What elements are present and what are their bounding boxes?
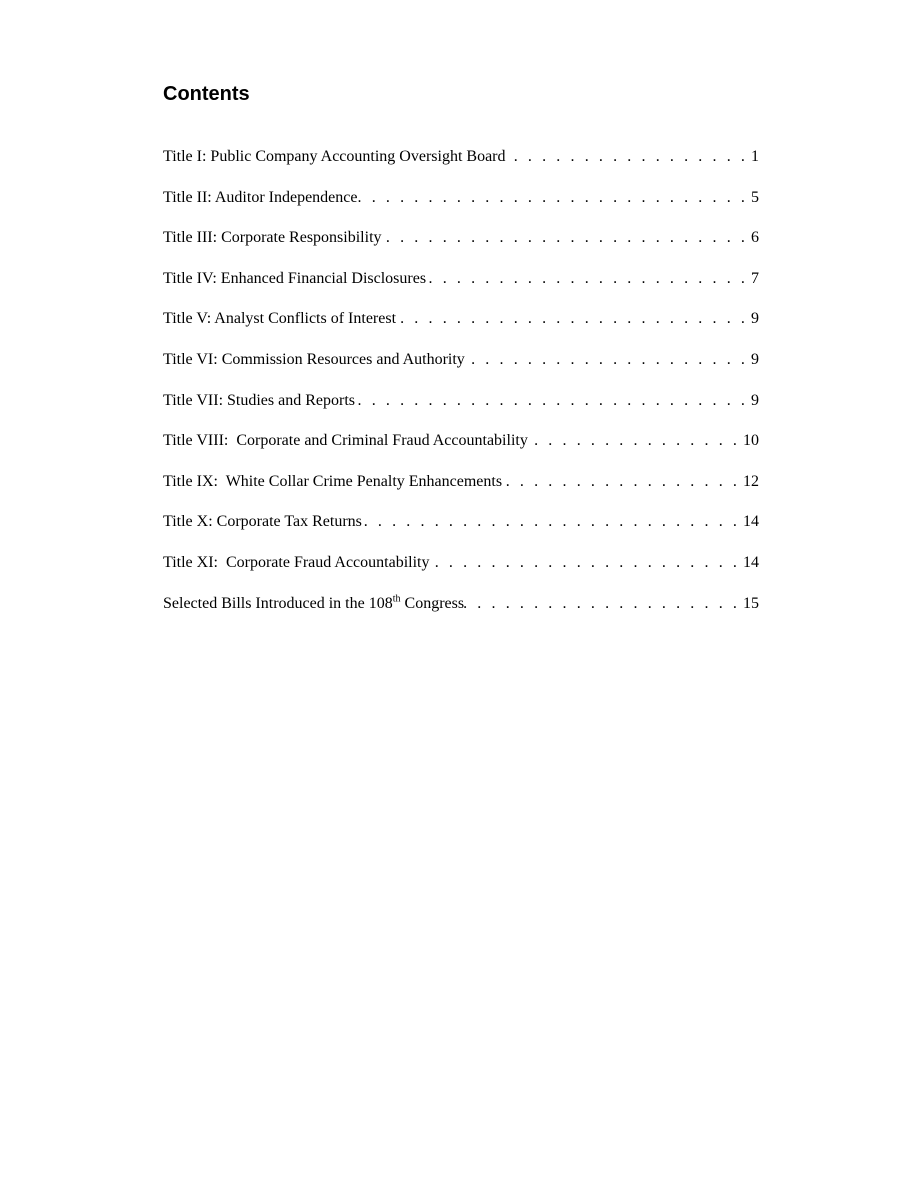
toc-dot-leader xyxy=(465,348,751,372)
toc-entry-title: Title I: Public Company Accounting Oversight Board xyxy=(163,148,506,165)
toc-page-number: 9 xyxy=(751,391,759,409)
toc-page-number: 12 xyxy=(743,472,759,490)
toc-page-number: 6 xyxy=(751,229,759,247)
toc-entry-title xyxy=(163,592,464,616)
toc-entry-title: Title VIII: Corporate and Criminal Fraud Accountability xyxy=(163,432,528,450)
toc-entry[interactable] xyxy=(163,186,759,227)
toc-page-number: 1 xyxy=(751,148,759,165)
toc-page-number: 7 xyxy=(751,269,759,287)
toc-entry[interactable] xyxy=(163,470,759,511)
toc-entry-title: Title IV: Enhanced Financial Disclosures xyxy=(163,269,427,287)
toc-entry-title: Title VI: Commission Resources and Authority xyxy=(163,350,465,368)
toc-dot-leader xyxy=(502,470,743,494)
toc-entry[interactable] xyxy=(163,429,759,470)
toc-dot-leader xyxy=(362,510,743,534)
toc-entry-title: Title IX: White Collar Crime Penalty Enhancements xyxy=(163,472,503,490)
toc-entry-title: Title V: Analyst Conflicts of Interest xyxy=(163,310,397,328)
toc-dot-leader xyxy=(464,592,743,616)
table-of-contents xyxy=(163,145,759,632)
toc-entry-title: Title X: Corporate Tax Returns xyxy=(163,513,362,531)
toc-page-number: 9 xyxy=(751,350,759,368)
toc-entry-title-text: Selected Bills Introduced in the 108 xyxy=(163,594,393,612)
toc-page-number: 14 xyxy=(743,513,759,531)
toc-entry[interactable] xyxy=(163,389,759,430)
toc-entry[interactable] xyxy=(163,348,759,389)
toc-entry[interactable] xyxy=(163,226,759,267)
toc-entry-title: Title VII: Studies and Reports xyxy=(163,391,356,409)
toc-page-number: 14 xyxy=(743,553,759,571)
toc-entry-title: Title II: Auditor Independence xyxy=(163,188,358,206)
toc-entry[interactable] xyxy=(163,307,759,348)
toc-dot-leader xyxy=(382,226,751,250)
toc-dot-leader xyxy=(355,389,751,413)
toc-dot-leader xyxy=(396,307,751,331)
contents-heading: Contents xyxy=(163,83,250,105)
toc-dot-leader xyxy=(357,186,751,210)
toc-page-number: 5 xyxy=(751,188,759,206)
toc-page-number: 15 xyxy=(743,594,759,612)
toc-entry-title: Title III: Corporate Responsibility xyxy=(163,229,382,247)
toc-entry[interactable] xyxy=(163,551,759,592)
toc-entry[interactable] xyxy=(163,592,759,633)
toc-page-number: 10 xyxy=(743,432,759,450)
toc-dot-leader xyxy=(429,551,743,575)
toc-dot-leader xyxy=(426,267,751,291)
toc-dot-leader xyxy=(528,429,743,453)
toc-dot-leader xyxy=(506,145,752,169)
toc-entry[interactable] xyxy=(163,145,759,186)
ordinal-superscript: th xyxy=(392,593,401,605)
toc-page-number: 9 xyxy=(751,310,759,328)
toc-entry-title-suffix: Congress xyxy=(400,594,465,612)
toc-entry-title: Title XI: Corporate Fraud Accountability xyxy=(163,553,430,571)
toc-entry[interactable] xyxy=(163,510,759,551)
toc-entry[interactable] xyxy=(163,267,759,308)
